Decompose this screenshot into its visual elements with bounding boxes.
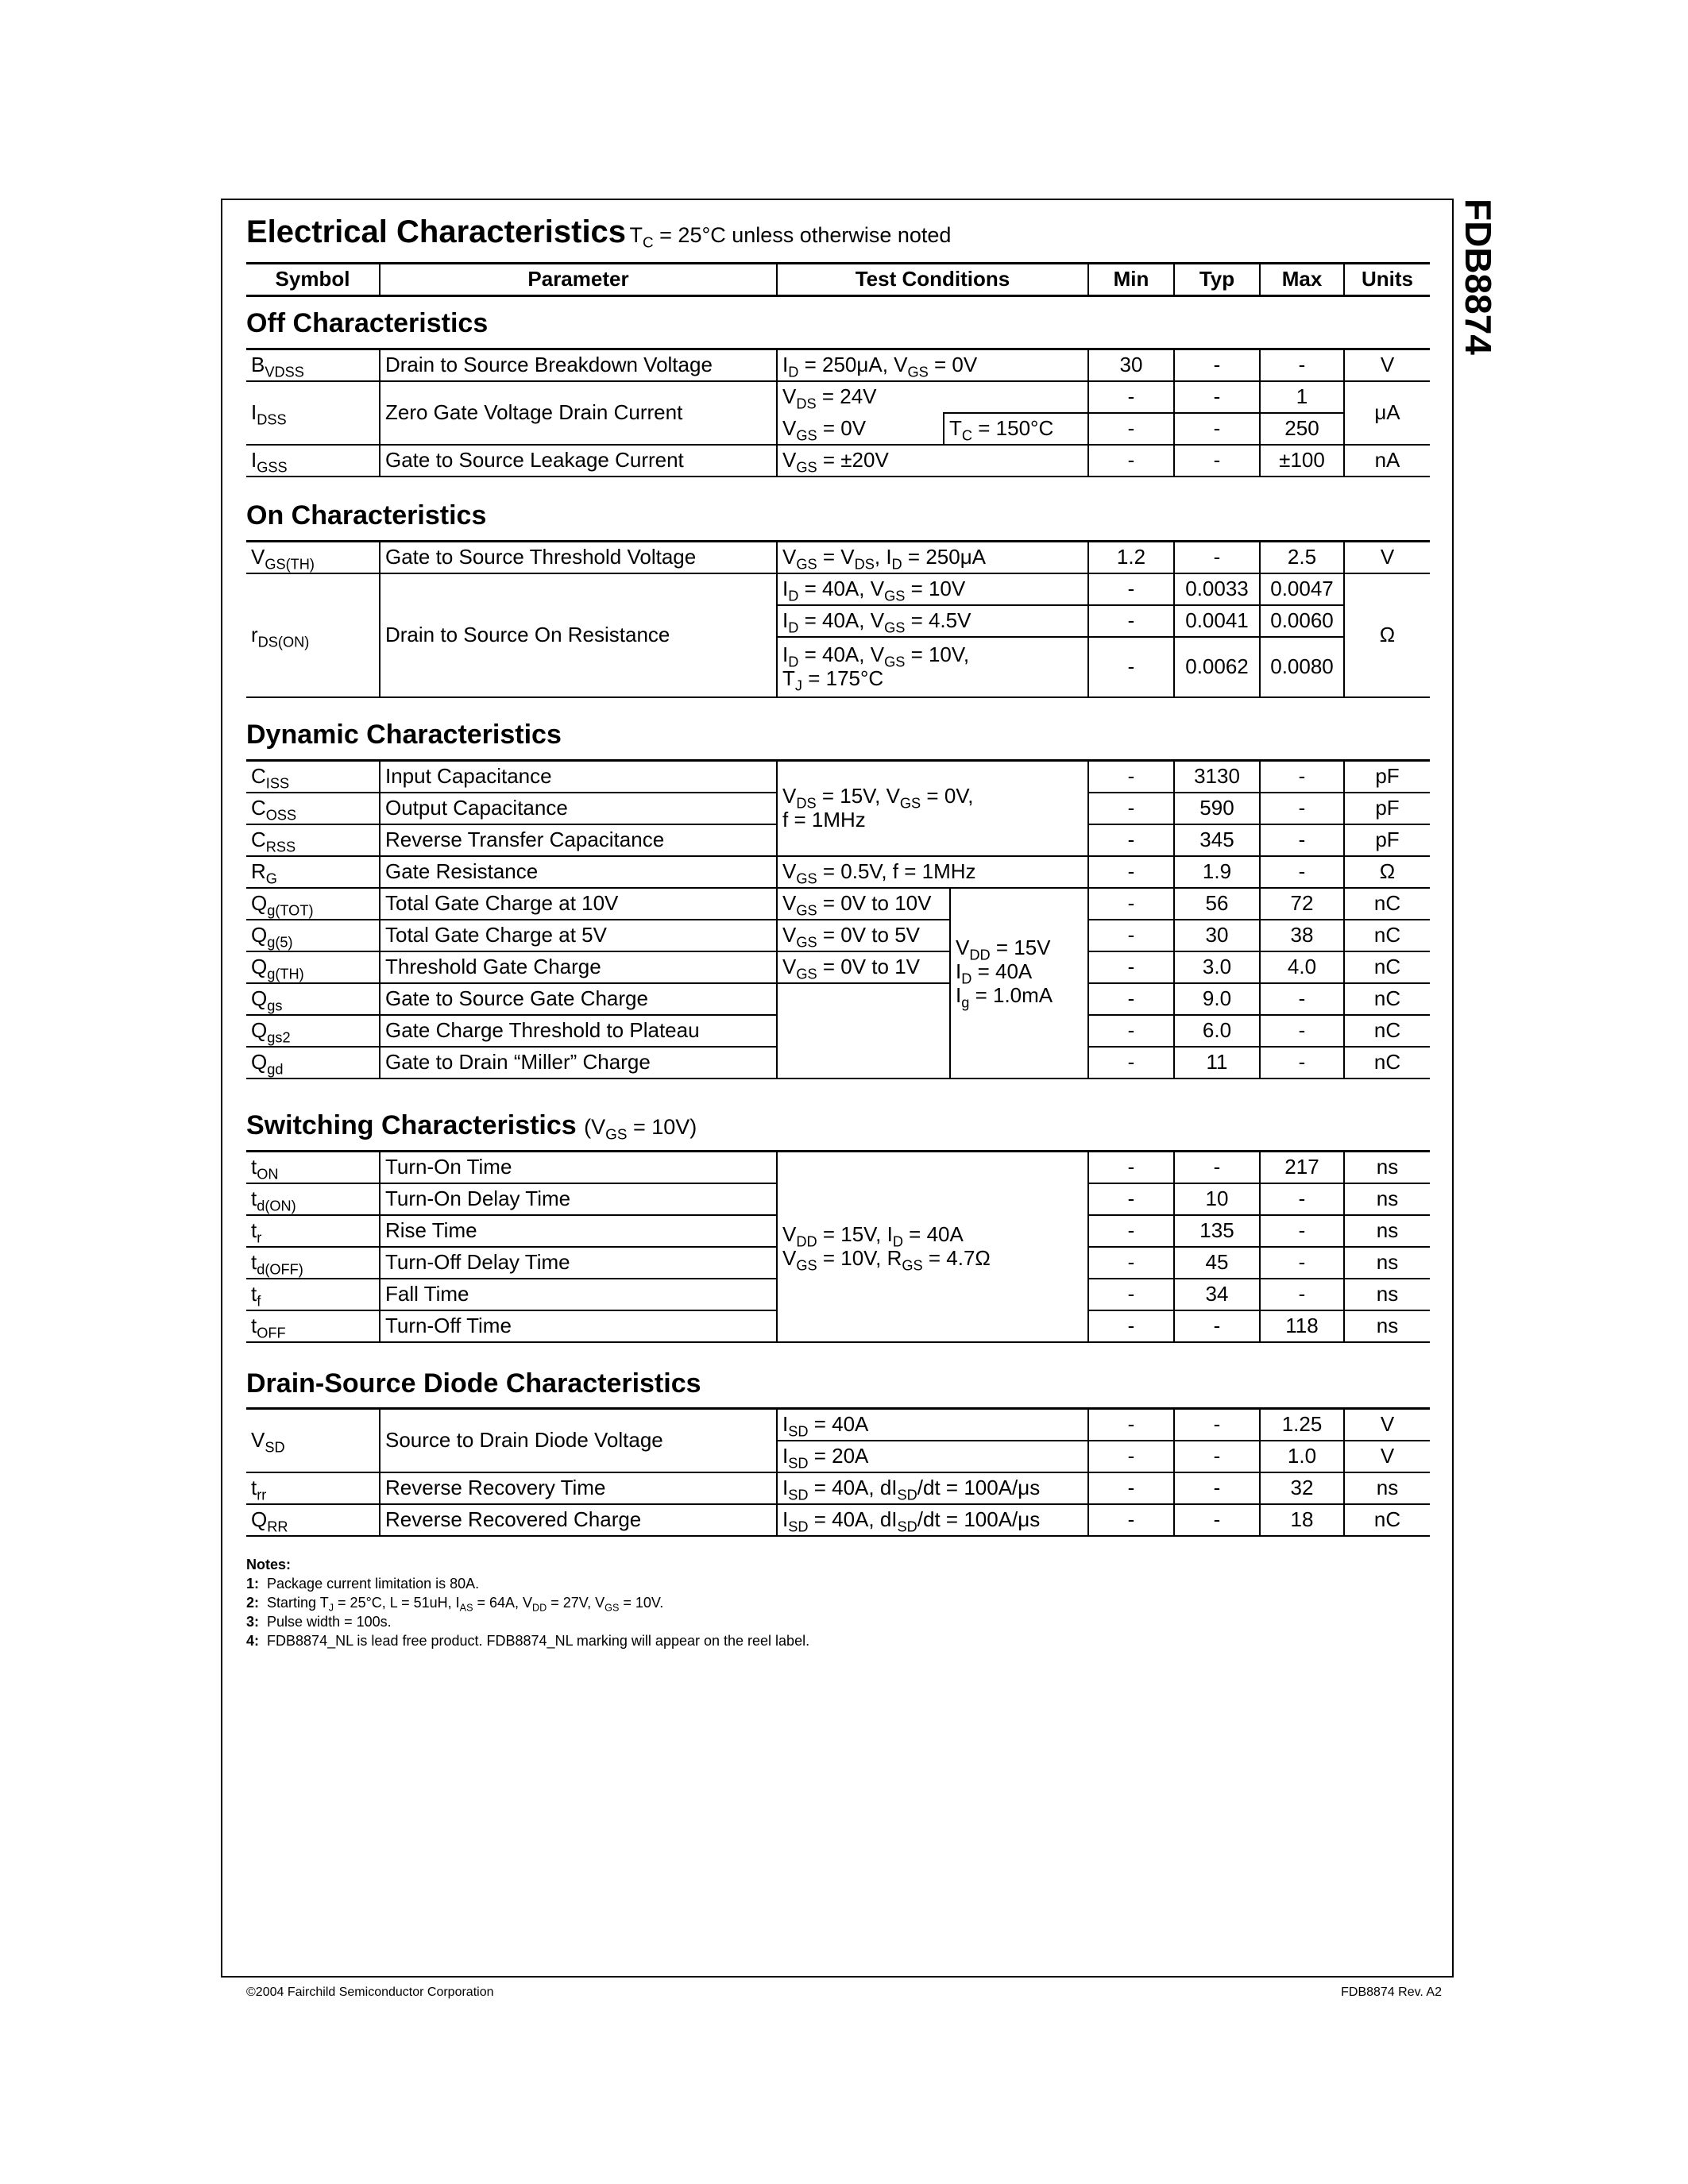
symbol-cell: $t_{rr}$ (246, 1472, 380, 1504)
header-min: Min (1088, 264, 1174, 296)
min-cell: - (1088, 1183, 1174, 1215)
typ-cell: 45 (1174, 1247, 1260, 1279)
typ-cell: 11 (1174, 1047, 1260, 1078)
switching-condition: $(V_{GS} = 10V)$ (584, 1115, 697, 1144)
table-header (246, 262, 1430, 297)
diode-table (246, 1407, 1430, 1537)
symbol-cell: $Q_{gs}$ (246, 983, 380, 1015)
min-cell: 1.2 (1088, 542, 1174, 574)
typ-cell: - (1174, 1504, 1260, 1536)
parameter-cell: Rise Time (380, 1215, 777, 1247)
section-switching-title (246, 1110, 697, 1144)
parameter-cell: Input Capacitance (380, 761, 777, 793)
typ-cell: - (1174, 1472, 1260, 1504)
units-cell: nC (1344, 1015, 1430, 1047)
typ-cell: 345 (1174, 824, 1260, 856)
parameter-cell: Gate to Source Gate Charge (380, 983, 777, 1015)
symbol-cell: $C_{RSS}$ (246, 824, 380, 856)
units-cell: V (1344, 349, 1430, 382)
units-cell: nA (1344, 445, 1430, 477)
units-cell: nC (1344, 1047, 1430, 1078)
typ-cell: - (1174, 413, 1260, 445)
symbol-cell: $C_{OSS}$ (246, 793, 380, 824)
conditions-cell: $I_D = 40A$, $V_{GS} = 4.5V$ (777, 605, 1088, 637)
min-cell: - (1088, 951, 1174, 983)
units-cell: pF (1344, 824, 1430, 856)
min-cell: - (1088, 1279, 1174, 1310)
header-parameter: Parameter (380, 264, 777, 296)
min-cell: - (1088, 573, 1174, 605)
max-cell: 32 (1260, 1472, 1344, 1504)
symbol-cell: $I_{GSS}$ (246, 445, 380, 477)
section-off-title: Off Characteristics (246, 308, 489, 338)
symbol-cell: $Q_{g(5)}$ (246, 920, 380, 951)
units-cell: ns (1344, 1152, 1430, 1184)
min-cell: - (1088, 1409, 1174, 1441)
max-cell: - (1260, 856, 1344, 888)
max-cell: - (1260, 761, 1344, 793)
max-cell: 38 (1260, 920, 1344, 951)
parameter-cell: Output Capacitance (380, 793, 777, 824)
symbol-cell: $I_{DSS}$ (246, 381, 380, 445)
symbol-cell: $t_f$ (246, 1279, 380, 1310)
symbol-cell: $V_{SD}$ (246, 1409, 380, 1473)
min-cell: - (1088, 1215, 1174, 1247)
table-row (246, 983, 1430, 1015)
header-typ: Typ (1174, 264, 1260, 296)
max-cell: 0.0080 (1260, 637, 1344, 697)
typ-cell: - (1174, 1409, 1260, 1441)
conditions-cell: $V_{DD} = 15V$, $I_D = 40A$ $V_{GS} = 10V$, $R_{GS} = 4.7\Omega$ (777, 1152, 1088, 1343)
min-cell: - (1088, 1504, 1174, 1536)
min-cell: - (1088, 761, 1174, 793)
min-cell: - (1088, 1047, 1174, 1078)
max-cell: 72 (1260, 888, 1344, 920)
table-row (246, 920, 1430, 951)
footer-copyright: ©2004 Fairchild Semiconductor Corporation (246, 1985, 494, 1999)
table-row (246, 542, 1430, 574)
table-row (246, 349, 1430, 382)
max-cell: 1 (1260, 381, 1344, 413)
units-cell: V (1344, 1409, 1430, 1441)
min-cell: - (1088, 413, 1174, 445)
parameter-cell: Total Gate Charge at 5V (380, 920, 777, 951)
typ-cell: 1.9 (1174, 856, 1260, 888)
min-cell: - (1088, 1310, 1174, 1342)
max-cell: ±100 (1260, 445, 1344, 477)
table-row (246, 445, 1430, 477)
symbol-cell: $Q_{RR}$ (246, 1504, 380, 1536)
max-cell: 1.0 (1260, 1441, 1344, 1472)
units-cell: nC (1344, 951, 1430, 983)
dynamic-table (246, 759, 1430, 1079)
parameter-cell: Threshold Gate Charge (380, 951, 777, 983)
max-cell: 118 (1260, 1310, 1344, 1342)
typ-cell: - (1174, 445, 1260, 477)
conditions-cell-empty (777, 983, 950, 1078)
conditions-cell: $V_{GS} = 0.5V$, f = 1MHz (777, 856, 1088, 888)
parameter-cell: Reverse Transfer Capacitance (380, 824, 777, 856)
parameter-cell: Reverse Recovered Charge (380, 1504, 777, 1536)
parameter-cell: Drain to Source On Resistance (380, 573, 777, 697)
parameter-cell: Drain to Source Breakdown Voltage (380, 349, 777, 382)
conditions-cell: $V_{GS} = V_{DS}$, $I_D = 250\mu A$ (777, 542, 1088, 574)
parameter-cell: Total Gate Charge at 10V (380, 888, 777, 920)
parameter-cell: Gate Resistance (380, 856, 777, 888)
page-title (246, 214, 951, 250)
typ-cell: 0.0041 (1174, 605, 1260, 637)
typ-cell: - (1174, 381, 1260, 413)
max-cell: - (1260, 1183, 1344, 1215)
symbol-cell: $t_{OFF}$ (246, 1310, 380, 1342)
part-number-vertical: FDB8874 (1458, 199, 1499, 355)
typ-cell: - (1174, 542, 1260, 574)
units-cell: nC (1344, 983, 1430, 1015)
typ-cell: 34 (1174, 1279, 1260, 1310)
conditions-cell: $V_{GS} = 0V$ to 10V (777, 888, 950, 920)
conditions-cell: $T_C = 150^\circ C$ (944, 413, 1088, 445)
min-cell: - (1088, 920, 1174, 951)
footer-revision: FDB8874 Rev. A2 (1341, 1985, 1442, 1999)
header-conditions: Test Conditions (777, 264, 1088, 296)
symbol-cell: $t_r$ (246, 1215, 380, 1247)
min-cell: - (1088, 445, 1174, 477)
conditions-cell: $V_{GS} = \pm 20V$ (777, 445, 1088, 477)
table-row (246, 888, 1430, 920)
units-cell: nC (1344, 920, 1430, 951)
symbol-cell: $Q_{gd}$ (246, 1047, 380, 1078)
max-cell: - (1260, 349, 1344, 382)
min-cell: - (1088, 605, 1174, 637)
min-cell: - (1088, 1441, 1174, 1472)
units-cell: nC (1344, 1504, 1430, 1536)
min-cell: 30 (1088, 349, 1174, 382)
parameter-cell: Turn-Off Time (380, 1310, 777, 1342)
conditions-cell: $I_{SD} = 40A$, $dI_{SD}/dt = 100A/\mu s$ (777, 1504, 1088, 1536)
symbol-cell: $t_{d(OFF)}$ (246, 1247, 380, 1279)
conditions-cell: $V_{DS} = 15V$, $V_{GS} = 0V$, f = 1MHz (777, 761, 1088, 857)
conditions-cell: $V_{DS} = 24V$ (777, 381, 1088, 413)
note-number: 2: (246, 1595, 260, 1611)
min-cell: - (1088, 1152, 1174, 1184)
typ-cell: - (1174, 1441, 1260, 1472)
switching-table (246, 1150, 1430, 1343)
parameter-cell: Gate to Drain “Miller” Charge (380, 1047, 777, 1078)
notes (246, 1555, 809, 1650)
conditions-cell: $I_{SD} = 20A$ (777, 1441, 1088, 1472)
typ-cell: 30 (1174, 920, 1260, 951)
max-cell: 1.25 (1260, 1409, 1344, 1441)
header-max: Max (1260, 264, 1344, 296)
max-cell: 2.5 (1260, 542, 1344, 574)
conditions-cell: $I_D = 40A$, $V_{GS} = 10V$ (777, 573, 1088, 605)
typ-cell: 6.0 (1174, 1015, 1260, 1047)
max-cell: - (1260, 793, 1344, 824)
note-text: Package current limitation is 80A. (267, 1576, 480, 1592)
off-table (246, 348, 1430, 477)
min-cell: - (1088, 1247, 1174, 1279)
typ-cell: - (1174, 1152, 1260, 1184)
note-text: Pulse width = 100s. (267, 1614, 392, 1630)
max-cell: - (1260, 1215, 1344, 1247)
typ-cell: - (1174, 349, 1260, 382)
min-cell: - (1088, 381, 1174, 413)
parameter-cell: Gate Charge Threshold to Plateau (380, 1015, 777, 1047)
units-cell: pF (1344, 793, 1430, 824)
units-cell: Ω (1344, 573, 1430, 697)
parameter-cell: Fall Time (380, 1279, 777, 1310)
note-item (246, 1593, 809, 1612)
conditions-cell: $I_D = 40A$, $V_{GS} = 10V$, $T_J = 175^\circ C$ (777, 637, 1088, 697)
symbol-cell: $Q_{g(TOT)}$ (246, 888, 380, 920)
parameter-cell: Gate to Source Leakage Current (380, 445, 777, 477)
units-cell: ns (1344, 1215, 1430, 1247)
section-on-title: On Characteristics (246, 500, 487, 531)
typ-cell: 590 (1174, 793, 1260, 824)
max-cell: 0.0060 (1260, 605, 1344, 637)
units-cell: nC (1344, 888, 1430, 920)
max-cell: 0.0047 (1260, 573, 1344, 605)
table-row (246, 1152, 1430, 1184)
note-number: 3: (246, 1614, 260, 1630)
min-cell: - (1088, 637, 1174, 697)
max-cell: - (1260, 824, 1344, 856)
header-symbol: Symbol (246, 264, 380, 296)
table-row (246, 951, 1430, 983)
parameter-cell: Turn-Off Delay Time (380, 1247, 777, 1279)
note-text: Starting $T_J = 25^\circ C$, L = 51uH, $I_{AS} = 64A$, $V_{DD} = 27V$, $V_{GS} = 10V$. (267, 1595, 664, 1614)
units-cell: V (1344, 542, 1430, 574)
units-cell: ns (1344, 1279, 1430, 1310)
note-item (246, 1612, 809, 1631)
min-cell: - (1088, 983, 1174, 1015)
units-cell: μA (1344, 381, 1430, 445)
on-table (246, 540, 1430, 698)
typ-cell: 0.0033 (1174, 573, 1260, 605)
note-number: 1: (246, 1576, 260, 1592)
symbol-cell: $V_{GS(TH)}$ (246, 542, 380, 574)
units-cell: ns (1344, 1247, 1430, 1279)
min-cell: - (1088, 1015, 1174, 1047)
symbol-cell: $B_{VDSS}$ (246, 349, 380, 382)
conditions-cell: $I_{SD} = 40A$, $dI_{SD}/dt = 100A/\mu s$ (777, 1472, 1088, 1504)
min-cell: - (1088, 1472, 1174, 1504)
max-cell: - (1260, 1015, 1344, 1047)
min-cell: - (1088, 856, 1174, 888)
conditions-cell: $I_D = 250\mu A$, $V_{GS} = 0V$ (777, 349, 1088, 382)
units-cell: ns (1344, 1310, 1430, 1342)
units-cell: Ω (1344, 856, 1430, 888)
max-cell: - (1260, 1247, 1344, 1279)
parameter-cell: Reverse Recovery Time (380, 1472, 777, 1504)
max-cell: 250 (1260, 413, 1344, 445)
parameter-cell: Source to Drain Diode Voltage (380, 1409, 777, 1473)
min-cell: - (1088, 824, 1174, 856)
max-cell: 217 (1260, 1152, 1344, 1184)
min-cell: - (1088, 793, 1174, 824)
table-row (246, 1504, 1430, 1536)
typ-cell: 135 (1174, 1215, 1260, 1247)
typ-cell: 3.0 (1174, 951, 1260, 983)
typ-cell: 0.0062 (1174, 637, 1260, 697)
max-cell: - (1260, 1047, 1344, 1078)
min-cell: - (1088, 888, 1174, 920)
symbol-cell: $t_{d(ON)}$ (246, 1183, 380, 1215)
typ-cell: - (1174, 1310, 1260, 1342)
section-diode-title: Drain-Source Diode Characteristics (246, 1368, 701, 1399)
symbol-cell: $R_G$ (246, 856, 380, 888)
parameter-cell: Gate to Source Threshold Voltage (380, 542, 777, 574)
table-row (246, 573, 1430, 605)
table-row (246, 761, 1430, 793)
note-item (246, 1574, 809, 1593)
typ-cell: 9.0 (1174, 983, 1260, 1015)
conditions-cell: $V_{GS} = 0V$ to 5V (777, 920, 950, 951)
typ-cell: 3130 (1174, 761, 1260, 793)
symbol-cell: $Q_{g(TH)}$ (246, 951, 380, 983)
note-text: FDB8874_NL is lead free product. FDB8874_NL marking will appear on the reel label. (267, 1633, 810, 1649)
title-condition: $T_C = 25^\circ C$ unless otherwise noted (629, 223, 952, 252)
conditions-cell: $V_{GS} = 0V$ to 1V (777, 951, 950, 983)
note-number: 4: (246, 1633, 260, 1649)
units-cell: ns (1344, 1472, 1430, 1504)
notes-heading: Notes: (246, 1557, 292, 1572)
header-units: Units (1344, 264, 1430, 296)
max-cell: - (1260, 983, 1344, 1015)
title-text: Electrical Characteristics (246, 214, 627, 249)
symbol-cell: $t_{ON}$ (246, 1152, 380, 1184)
parameter-cell: Turn-On Delay Time (380, 1183, 777, 1215)
conditions-cell: $V_{DD} = 15V$ $I_D = 40A$ $I_g = 1.0mA$ (950, 888, 1088, 1078)
units-cell: V (1344, 1441, 1430, 1472)
parameter-cell: Turn-On Time (380, 1152, 777, 1184)
switching-title-text: Switching Characteristics (246, 1110, 577, 1140)
conditions-cell: $V_{GS} = 0V$ (777, 413, 944, 445)
max-cell: 4.0 (1260, 951, 1344, 983)
max-cell: - (1260, 1279, 1344, 1310)
symbol-cell: $C_{ISS}$ (246, 761, 380, 793)
symbol-cell: $Q_{gs2}$ (246, 1015, 380, 1047)
units-cell: ns (1344, 1183, 1430, 1215)
max-cell: 18 (1260, 1504, 1344, 1536)
table-row (246, 381, 1430, 413)
conditions-cell: $I_{SD} = 40A$ (777, 1409, 1088, 1441)
table-row (246, 1472, 1430, 1504)
note-item (246, 1631, 809, 1650)
symbol-cell: $r_{DS(ON)}$ (246, 573, 380, 697)
section-dynamic-title: Dynamic Characteristics (246, 720, 562, 750)
parameter-cell: Zero Gate Voltage Drain Current (380, 381, 777, 445)
table-row (246, 856, 1430, 888)
table-row (246, 1409, 1430, 1441)
typ-cell: 56 (1174, 888, 1260, 920)
typ-cell: 10 (1174, 1183, 1260, 1215)
units-cell: pF (1344, 761, 1430, 793)
